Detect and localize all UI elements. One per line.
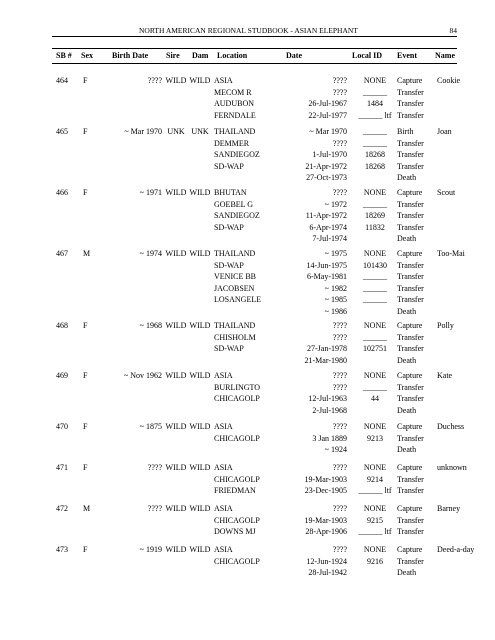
- event-type: Capture: [397, 463, 423, 472]
- birth-date: ????: [147, 463, 162, 472]
- location: DEMMER: [214, 138, 250, 148]
- record-line: [0, 149, 495, 160]
- birth-date: ~ 1968: [139, 321, 162, 330]
- event-date: 23-Dec-1905: [304, 486, 347, 495]
- local-id: 18269: [365, 211, 385, 220]
- column-header-sb: SB #: [56, 51, 72, 60]
- event-type: Capture: [397, 545, 423, 554]
- location: ASIA: [214, 422, 233, 431]
- record-line: [0, 98, 495, 109]
- event-type: Transfer: [397, 527, 424, 536]
- record-line: [0, 393, 495, 404]
- event-type: Transfer: [397, 556, 424, 566]
- event-date: ????: [332, 504, 347, 513]
- animal-name: Barney: [437, 504, 461, 513]
- event-type: Death: [397, 445, 417, 454]
- record-line: [0, 187, 495, 198]
- event-type: Transfer: [397, 486, 424, 495]
- location: CHICAGOLP: [214, 474, 260, 484]
- local-id: NONE: [363, 188, 387, 197]
- event-type: Transfer: [397, 161, 424, 171]
- event-date: ~ 1986: [324, 306, 347, 316]
- animal-name: Deed-a-day: [437, 545, 475, 554]
- event-type: Transfer: [397, 99, 424, 108]
- location: JACOBSEN: [214, 283, 255, 293]
- location: ASIA: [214, 371, 233, 380]
- record-line: [0, 526, 495, 537]
- dam: WILD: [189, 463, 211, 472]
- sb-number: 470: [56, 422, 68, 431]
- column-header-dam: Dam: [192, 51, 209, 60]
- birth-date: ~ 1974: [139, 249, 162, 258]
- sire: UNK: [167, 127, 185, 136]
- birth-date: ~ 1971: [139, 188, 162, 197]
- sire: WILD: [165, 422, 187, 431]
- event-date: 22-Jul-1977: [308, 110, 347, 120]
- location: CHICAGOLP: [214, 433, 260, 443]
- event-date: 11-Apr-1972: [305, 211, 347, 220]
- event-type: Death: [397, 355, 417, 365]
- local-id: NONE: [363, 371, 387, 380]
- event-date: 26-Jul-1967: [308, 99, 347, 108]
- event-date: 21-Apr-1972: [305, 161, 347, 171]
- animal-name: Cookie: [437, 76, 461, 85]
- record-line: [0, 320, 495, 331]
- record-line: [0, 283, 495, 294]
- animal-name: Kate: [437, 371, 453, 380]
- sb-number: 464: [56, 76, 68, 85]
- sire: WILD: [165, 371, 187, 380]
- birth-date: ~ Mar 1970: [124, 127, 162, 136]
- record-line: [0, 294, 495, 305]
- local-id: 18268: [365, 150, 385, 159]
- location: BHUTAN: [214, 188, 247, 197]
- location: AUDUBON: [214, 99, 254, 108]
- record-line: [0, 355, 495, 366]
- event-type: Transfer: [397, 433, 424, 443]
- event-date: ????: [332, 463, 347, 472]
- record-line: [0, 556, 495, 567]
- record-line: [0, 138, 495, 149]
- event-type: Transfer: [397, 222, 424, 232]
- local-id: ______ ltf: [358, 527, 392, 536]
- animal-name: Polly: [437, 321, 454, 330]
- animal-name: Duchess: [437, 422, 465, 431]
- sex: F: [83, 545, 88, 554]
- record-line: [0, 343, 495, 354]
- location: SD-WAP: [214, 222, 244, 232]
- event-date: 6-Apr-1974: [309, 222, 347, 232]
- event-date: 19-Mar-1903: [304, 474, 347, 484]
- event-date: ~ Mar 1970: [309, 127, 347, 136]
- local-id: 102751: [363, 344, 387, 353]
- birth-date: ~ 1919: [139, 545, 162, 554]
- event-date: 3 Jan 1889: [312, 433, 347, 443]
- event-type: Transfer: [397, 515, 424, 525]
- location: BURLINGTO: [214, 382, 261, 392]
- record-line: [0, 248, 495, 259]
- local-id: ______: [363, 295, 387, 304]
- event-date: 28-Jul-1942: [308, 568, 347, 577]
- record-line: [0, 75, 495, 86]
- record-line: [0, 233, 495, 244]
- sb-number: 471: [56, 463, 68, 472]
- event-type: Transfer: [397, 110, 424, 120]
- event-date: ~ 1972: [324, 199, 347, 209]
- dam: WILD: [189, 504, 211, 513]
- event-type: Transfer: [397, 474, 424, 484]
- record-line: [0, 161, 495, 172]
- sb-number: 473: [56, 545, 68, 554]
- sire: WILD: [165, 249, 187, 258]
- location: ASIA: [214, 76, 233, 85]
- local-id: 9216: [367, 556, 383, 566]
- record-line: [0, 444, 495, 455]
- sb-number: 466: [56, 188, 68, 197]
- record-line: [0, 421, 495, 432]
- record-line: [0, 222, 495, 233]
- event-date: ~ 1924: [324, 445, 347, 454]
- record-line: [0, 306, 495, 317]
- column-header-location: Location: [217, 51, 248, 60]
- local-id: ______: [363, 332, 387, 342]
- local-id: NONE: [363, 321, 387, 330]
- birth-date: ????: [147, 504, 162, 513]
- location: SD-WAP: [214, 344, 244, 353]
- sex: F: [83, 188, 88, 197]
- column-header-birth-date: Birth Date: [112, 51, 149, 60]
- record-line: [0, 126, 495, 137]
- birth-date: ????: [147, 76, 162, 85]
- event-date: 21-Mar-1980: [304, 355, 347, 365]
- record-line: [0, 87, 495, 98]
- event-date: 27-Jan-1978: [307, 344, 347, 353]
- sex: F: [83, 127, 88, 136]
- local-id: ______: [363, 382, 387, 392]
- location: CHICAGOLP: [214, 556, 260, 566]
- event-type: Death: [397, 568, 417, 577]
- birth-date: ~ 1875: [139, 422, 162, 431]
- page-number: 84: [449, 26, 457, 35]
- event-type: Capture: [397, 188, 423, 197]
- page-header: [52, 26, 457, 37]
- sire: WILD: [165, 504, 187, 513]
- event-type: Death: [397, 306, 417, 316]
- dam: WILD: [189, 76, 211, 85]
- local-id: NONE: [363, 76, 387, 85]
- record-line: [0, 210, 495, 221]
- column-header-name: Name: [435, 51, 455, 60]
- event-type: Capture: [397, 371, 423, 380]
- local-id: 101430: [363, 260, 387, 270]
- dam: WILD: [189, 249, 211, 258]
- location: LOSANGELE: [214, 295, 262, 304]
- event-date: ????: [332, 422, 347, 431]
- local-id: NONE: [363, 463, 387, 472]
- sb-number: 467: [56, 249, 68, 258]
- event-date: ????: [332, 371, 347, 380]
- local-id: ______: [363, 127, 387, 136]
- event-type: Transfer: [397, 344, 424, 353]
- event-type: Transfer: [397, 138, 424, 148]
- record-line: [0, 544, 495, 555]
- location: THAILAND: [214, 321, 256, 330]
- event-type: Transfer: [397, 283, 424, 293]
- event-date: 1-Jul-1970: [312, 150, 347, 159]
- sire: WILD: [165, 321, 187, 330]
- location: THAILAND: [214, 249, 256, 258]
- column-header-date: Date: [286, 51, 302, 60]
- local-id: NONE: [363, 422, 387, 431]
- event-type: Capture: [397, 422, 423, 431]
- sb-number: 468: [56, 321, 68, 330]
- sire: WILD: [165, 463, 187, 472]
- dam: UNK: [191, 127, 209, 136]
- sex: F: [83, 76, 88, 85]
- location: SANDIEGOZ: [214, 150, 260, 159]
- location: CHICAGOLP: [214, 394, 260, 403]
- dam: WILD: [189, 371, 211, 380]
- record-line: [0, 405, 495, 416]
- event-date: ????: [332, 188, 347, 197]
- dam: WILD: [189, 545, 211, 554]
- sb-number: 469: [56, 371, 68, 380]
- location: VENICE BB: [214, 272, 256, 281]
- sex: F: [83, 422, 88, 431]
- event-type: Transfer: [397, 382, 424, 392]
- event-date: 12-Jul-1963: [308, 394, 347, 403]
- location: THAILAND: [214, 127, 256, 136]
- event-date: 27-Oct-1973: [306, 173, 347, 182]
- event-date: ????: [332, 332, 347, 342]
- local-id: ______: [363, 199, 387, 209]
- location: CHICAGOLP: [214, 515, 260, 525]
- sb-number: 472: [56, 504, 68, 513]
- event-date: 28-Apr-1906: [305, 527, 347, 536]
- event-type: Death: [397, 173, 417, 182]
- record-line: [0, 271, 495, 282]
- location: CHISHOLM: [214, 332, 256, 342]
- local-id: 11832: [365, 222, 385, 232]
- birth-date: ~ Nov 1962: [123, 371, 162, 380]
- event-type: Transfer: [397, 211, 424, 220]
- location: SANDIEGOZ: [214, 211, 260, 220]
- local-id: 1484: [367, 99, 383, 108]
- event-date: ????: [332, 382, 347, 392]
- event-type: Capture: [397, 76, 423, 85]
- animal-name: Too-Mai: [437, 249, 465, 258]
- animal-name: Joan: [437, 127, 452, 136]
- animal-name: Scout: [437, 188, 456, 197]
- local-id: 9215: [367, 515, 383, 525]
- event-date: ????: [332, 76, 347, 85]
- local-id: ______ ltf: [358, 110, 392, 120]
- event-date: 19-Mar-1903: [304, 515, 347, 525]
- event-date: ????: [332, 138, 347, 148]
- record-line: [0, 485, 495, 496]
- record-line: [0, 332, 495, 343]
- record-line: [0, 382, 495, 393]
- location: MECOM R: [214, 87, 252, 97]
- event-type: Transfer: [397, 394, 424, 403]
- location: SD-WAP: [214, 161, 244, 171]
- event-date: ~ 1975: [324, 249, 347, 258]
- animal-name: unknown: [437, 463, 467, 472]
- local-id: ______: [363, 283, 387, 293]
- event-type: Capture: [397, 504, 423, 513]
- record-line: [0, 172, 495, 183]
- sex: F: [83, 463, 88, 472]
- event-type: Transfer: [397, 150, 424, 159]
- event-type: Transfer: [397, 332, 424, 342]
- event-date: ~ 1985: [324, 295, 347, 304]
- dam: WILD: [189, 188, 211, 197]
- event-type: Transfer: [397, 272, 424, 281]
- local-id: 9214: [367, 474, 383, 484]
- event-date: ????: [332, 321, 347, 330]
- event-type: Transfer: [397, 199, 424, 209]
- event-type: Capture: [397, 249, 423, 258]
- event-date: 6-May-1981: [307, 272, 347, 281]
- event-type: Death: [397, 234, 417, 243]
- record-line: [0, 474, 495, 485]
- sire: WILD: [165, 76, 187, 85]
- page-title: NORTH AMERICAN REGIONAL STUDBOOK - ASIAN ELEPHANT: [139, 26, 358, 35]
- local-id: ______ ltf: [358, 486, 392, 495]
- record-line: [0, 515, 495, 526]
- record-line: [0, 567, 495, 578]
- event-date: ????: [332, 545, 347, 554]
- location: ASIA: [214, 463, 233, 472]
- local-id: 9213: [367, 433, 383, 443]
- record-line: [0, 462, 495, 473]
- sex: M: [83, 504, 91, 513]
- event-date: 14-Jun-1975: [306, 260, 347, 270]
- event-date: 7-Jul-1974: [312, 234, 347, 243]
- location: ASIA: [214, 504, 233, 513]
- record-line: [0, 199, 495, 210]
- event-type: Death: [397, 405, 417, 415]
- local-id: NONE: [363, 504, 387, 513]
- local-id: ______: [363, 138, 387, 148]
- local-id: NONE: [363, 249, 387, 258]
- event-type: Transfer: [397, 295, 424, 304]
- dam: WILD: [189, 321, 211, 330]
- record-line: [0, 260, 495, 271]
- event-date: ~ 1982: [324, 283, 347, 293]
- event-date: 12-Jun-1924: [306, 556, 347, 566]
- location: GOEBEL G: [214, 199, 254, 209]
- location: FERNDALE: [214, 110, 256, 120]
- location: SD-WAP: [214, 260, 244, 270]
- dam: WILD: [189, 422, 211, 431]
- event-type: Transfer: [397, 87, 424, 97]
- event-date: 2-Jul-1968: [312, 405, 347, 415]
- event-type: Transfer: [397, 260, 424, 270]
- location: DOWNS MJ: [214, 527, 256, 536]
- column-header-local-id: Local ID: [352, 51, 382, 60]
- record-line: [0, 503, 495, 514]
- local-id: NONE: [363, 545, 387, 554]
- sb-number: 465: [56, 127, 68, 136]
- sex: F: [83, 371, 88, 380]
- event-type: Capture: [397, 321, 423, 330]
- location: ASIA: [214, 545, 233, 554]
- record-line: [0, 110, 495, 121]
- local-id: 18268: [365, 161, 385, 171]
- record-line: [0, 370, 495, 381]
- column-header-event: Event: [397, 51, 417, 60]
- sire: WILD: [165, 545, 187, 554]
- column-header-row: [52, 48, 457, 64]
- local-id: ______: [363, 272, 387, 281]
- column-header-sex: Sex: [81, 51, 93, 60]
- local-id: ______: [363, 87, 387, 97]
- sex: F: [83, 321, 88, 330]
- event-type: Birth: [397, 127, 414, 136]
- event-date: ????: [332, 87, 347, 97]
- column-header-sire: Sire: [166, 51, 180, 60]
- sex: M: [83, 249, 91, 258]
- record-line: [0, 433, 495, 444]
- local-id: 44: [371, 394, 379, 403]
- sire: WILD: [165, 188, 187, 197]
- location: FRIEDMAN: [214, 486, 256, 495]
